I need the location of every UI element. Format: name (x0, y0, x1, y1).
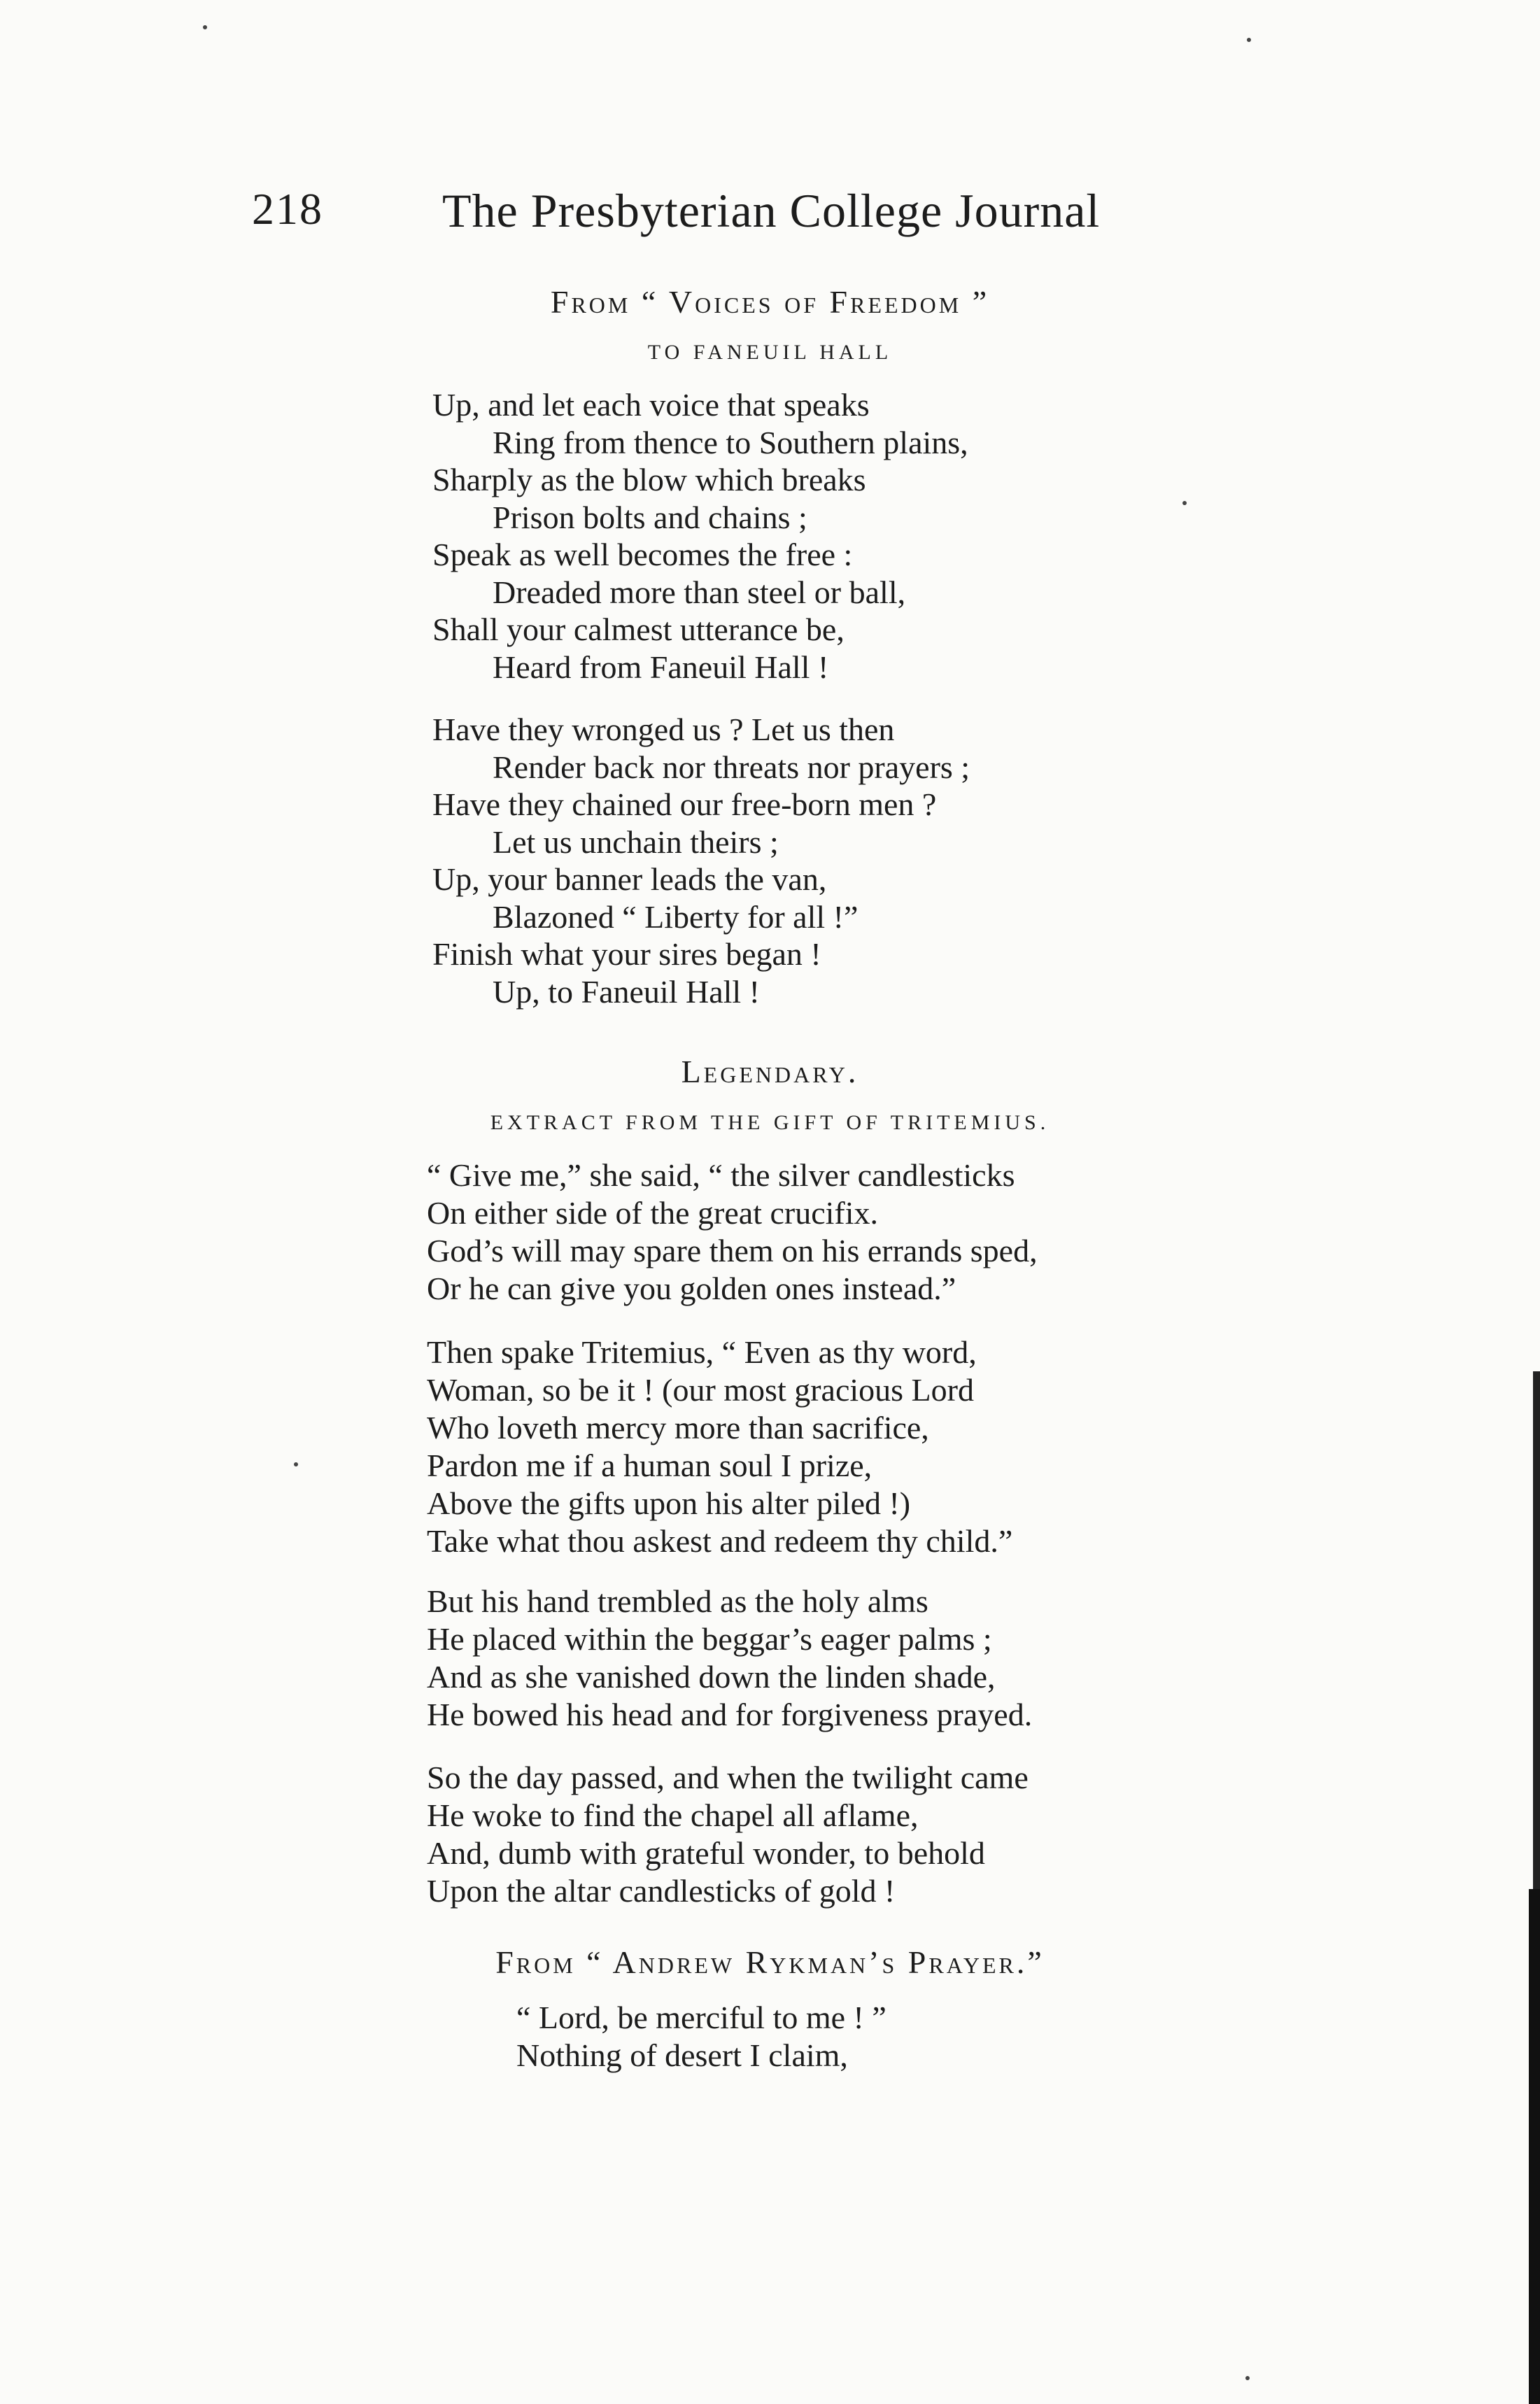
verse-line: Dreaded more than steel or ball, (493, 574, 906, 610)
verse-line: “ Lord, be merciful to me ! ” (516, 2000, 886, 2035)
verse-line: Finish what your sires began ! (432, 936, 821, 972)
scan-edge-shadow (1529, 1889, 1540, 2404)
verse-line: God’s will may spare them on his errands sped, (427, 1233, 1038, 1268)
scan-speck (1182, 501, 1187, 505)
scan-speck (294, 1462, 298, 1466)
verse-line: Ring from thence to Southern plains, (493, 424, 968, 460)
page-number: 218 (252, 184, 323, 234)
verse-line: He bowed his head and for forgiveness prayed. (427, 1697, 1033, 1732)
scan-speck (1247, 38, 1251, 42)
verse-line: Who loveth mercy more than sacrifice, (427, 1410, 929, 1445)
verse-line: Woman, so be it ! (our most gracious Lord (427, 1372, 974, 1408)
verse-line: Up, to Faneuil Hall ! (493, 973, 760, 1010)
verse-line: On either side of the great crucifix. (427, 1195, 879, 1231)
stanza (432, 711, 970, 1010)
verse-line: Upon the altar candlesticks of gold ! (427, 1873, 896, 1909)
verse-line: Blazoned “ Liberty for all !” (493, 898, 859, 935)
verse-line: And, dumb with grateful wonder, to behold (427, 1835, 985, 1871)
stanza (427, 1759, 1029, 1910)
poem-heading: From “ Voices of Freedom ” (550, 284, 990, 320)
stanza (427, 1583, 1032, 1734)
stanza (427, 1334, 1012, 1560)
verse-line: But his hand trembled as the holy alms (427, 1583, 928, 1619)
verse-line: “ Give me,” she said, “ the silver candlesticks (427, 1157, 1015, 1193)
verse-line: So the day passed, and when the twilight came (427, 1760, 1029, 1795)
verse-line: He placed within the beggar’s eager palms ; (427, 1621, 992, 1657)
poem-subheading: TO FANEUIL HALL (647, 341, 893, 364)
verse-line: Speak as well becomes the free : (432, 537, 853, 572)
verse-line: Up, and let each voice that speaks (432, 387, 870, 423)
poem-subheading: EXTRACT FROM THE GIFT OF TRITEMIUS. (490, 1111, 1050, 1134)
verse-line: Let us unchain theirs ; (493, 823, 779, 860)
verse-line: Pardon me if a human soul I prize, (427, 1448, 873, 1483)
verse-line: He woke to find the chapel all aflame, (427, 1797, 919, 1833)
verse-line: Up, your banner leads the van, (432, 861, 827, 897)
verse-line: Then spake Tritemius, “ Even as thy word, (427, 1334, 977, 1370)
verse-line: And as she vanished down the linden shade, (427, 1659, 996, 1695)
page-header (252, 183, 1161, 260)
verse-line: Shall your calmest utterance be, (432, 611, 845, 647)
verse-line: Nothing of desert I claim, (516, 2037, 848, 2073)
stanza (516, 1999, 886, 2074)
stanza (427, 1157, 1038, 1308)
stanza (432, 386, 968, 686)
verse-line: Have they wronged us ? Let us then (432, 712, 895, 747)
scan-speck (1245, 2376, 1250, 2380)
poem-heading: Legendary. (681, 1054, 859, 1089)
poem-heading: From “ Andrew Rykman’s Prayer.” (495, 1944, 1045, 1980)
verse-line: Render back nor threats nor prayers ; (493, 749, 970, 785)
verse-line: Have they chained our free-born men ? (432, 786, 937, 822)
verse-line: Heard from Faneuil Hall ! (493, 649, 829, 685)
verse-line: Or he can give you golden ones instead.” (427, 1271, 956, 1306)
verse-line: Take what thou askest and redeem thy child.” (427, 1523, 1013, 1559)
running-title: The Presbyterian College Journal (442, 184, 1101, 237)
scan-speck (203, 25, 207, 29)
verse-line: Prison bolts and chains ; (493, 499, 807, 535)
verse-line: Above the gifts upon his alter piled !) (427, 1485, 911, 1521)
verse-line: Sharply as the blow which breaks (432, 462, 866, 497)
